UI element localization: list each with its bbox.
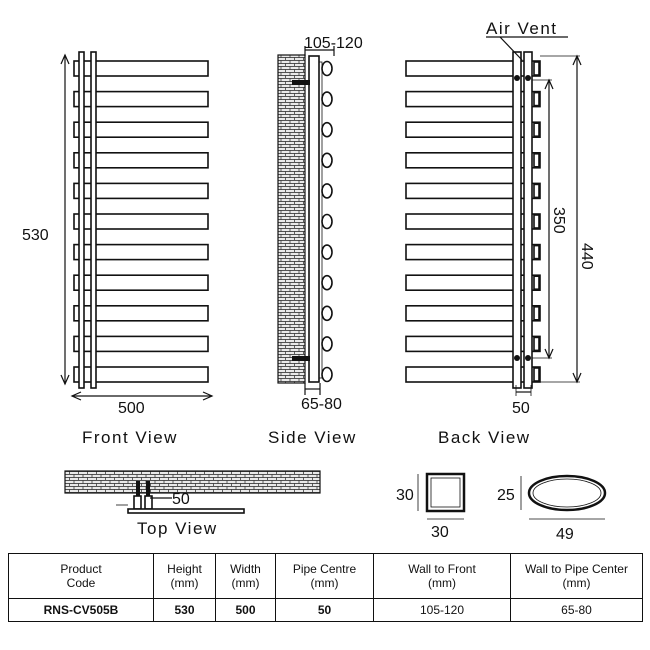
cell-wall-to-front: 105-120 (374, 599, 511, 622)
back-pipe-span-label: 350 (550, 207, 567, 234)
back-air-vent-dot (514, 75, 520, 81)
front-view (22, 52, 212, 447)
back-bar-stub (534, 123, 539, 136)
square-width-label: 30 (431, 524, 449, 541)
square-profile (396, 474, 464, 541)
side-wall (278, 55, 305, 383)
cell-pipe-centre: 50 (276, 599, 374, 622)
cell-width: 500 (216, 599, 276, 622)
front-vertical-pipe-right (91, 52, 96, 388)
side-bracket-top (292, 80, 310, 85)
side-bar-profile (322, 184, 332, 198)
side-bracket-bottom (292, 356, 310, 361)
spec-data-row (9, 599, 643, 622)
side-bar-profile (322, 153, 332, 167)
back-bar-stub (534, 246, 539, 259)
side-bar-profile (322, 215, 332, 229)
back-vertical-pipe-right (524, 52, 532, 388)
side-bar-profiles (322, 62, 332, 382)
front-vertical-pipe-left (79, 52, 84, 388)
side-bar-profile (322, 245, 332, 259)
spec-header-row (9, 554, 643, 599)
cell-wall-to-pipe-center: 65-80 (511, 599, 643, 622)
top-view-label: Top View (137, 519, 218, 538)
spec-table (8, 553, 643, 622)
top-radiator-bar (128, 509, 244, 513)
front-view-label: Front View (82, 428, 178, 447)
side-view-label: Side View (268, 428, 357, 447)
side-view (268, 35, 363, 447)
air-vent-leader (500, 37, 522, 60)
air-vent-label: Air Vent (486, 19, 558, 38)
back-vertical-pipe-left (513, 52, 521, 388)
side-wall-to-pipe-label: 65-80 (301, 396, 342, 413)
front-height-label: 530 (22, 227, 49, 244)
side-bar-profile (322, 276, 332, 290)
back-bar-stub (534, 184, 539, 197)
oval-height-label: 25 (497, 487, 515, 504)
header-product-code: Product Code (9, 554, 154, 599)
oval-outer (529, 476, 605, 510)
header-width: Width (mm) (216, 554, 276, 599)
back-bar-stub (534, 337, 539, 350)
cell-product-code: RNS-CV505B (9, 599, 154, 622)
back-view-label: Back View (438, 428, 531, 447)
back-bar-stubs (534, 62, 539, 381)
back-height-label: 440 (578, 243, 595, 270)
side-bar-profile (322, 337, 332, 351)
oval-width-label: 49 (556, 526, 574, 543)
header-wall-to-front: Wall to Front (mm) (374, 554, 511, 599)
back-bar-stub (534, 276, 539, 289)
back-bar-stub (534, 215, 539, 228)
side-bar-profile (322, 368, 332, 382)
header-height: Height (mm) (154, 554, 216, 599)
back-bar-stub (534, 93, 539, 106)
top-view (65, 471, 320, 538)
side-bar-profile (322, 306, 332, 320)
front-width-label: 500 (118, 400, 145, 417)
side-radiator-body (309, 56, 319, 382)
back-width-label: 50 (512, 400, 530, 417)
header-wall-to-pipe-center: Wall to Pipe Center (mm) (511, 554, 643, 599)
square-outer (427, 474, 464, 511)
back-bar-stub (534, 307, 539, 320)
side-bar-profile (322, 62, 332, 76)
side-bar-profile (322, 92, 332, 106)
top-pipe-left (134, 496, 141, 509)
cell-height: 530 (154, 599, 216, 622)
top-wall (65, 471, 320, 493)
back-bar-stub (534, 154, 539, 167)
side-wall-to-front-label: 105-120 (304, 35, 363, 52)
back-bar-stub (534, 62, 539, 75)
back-view (406, 19, 595, 447)
square-height-label: 30 (396, 487, 414, 504)
side-bar-profile (322, 123, 332, 137)
back-bar-stub (534, 368, 539, 381)
oval-profile (497, 476, 605, 543)
header-pipe-centre: Pipe Centre (mm) (276, 554, 374, 599)
top-dimension-label: 50 (172, 491, 190, 508)
